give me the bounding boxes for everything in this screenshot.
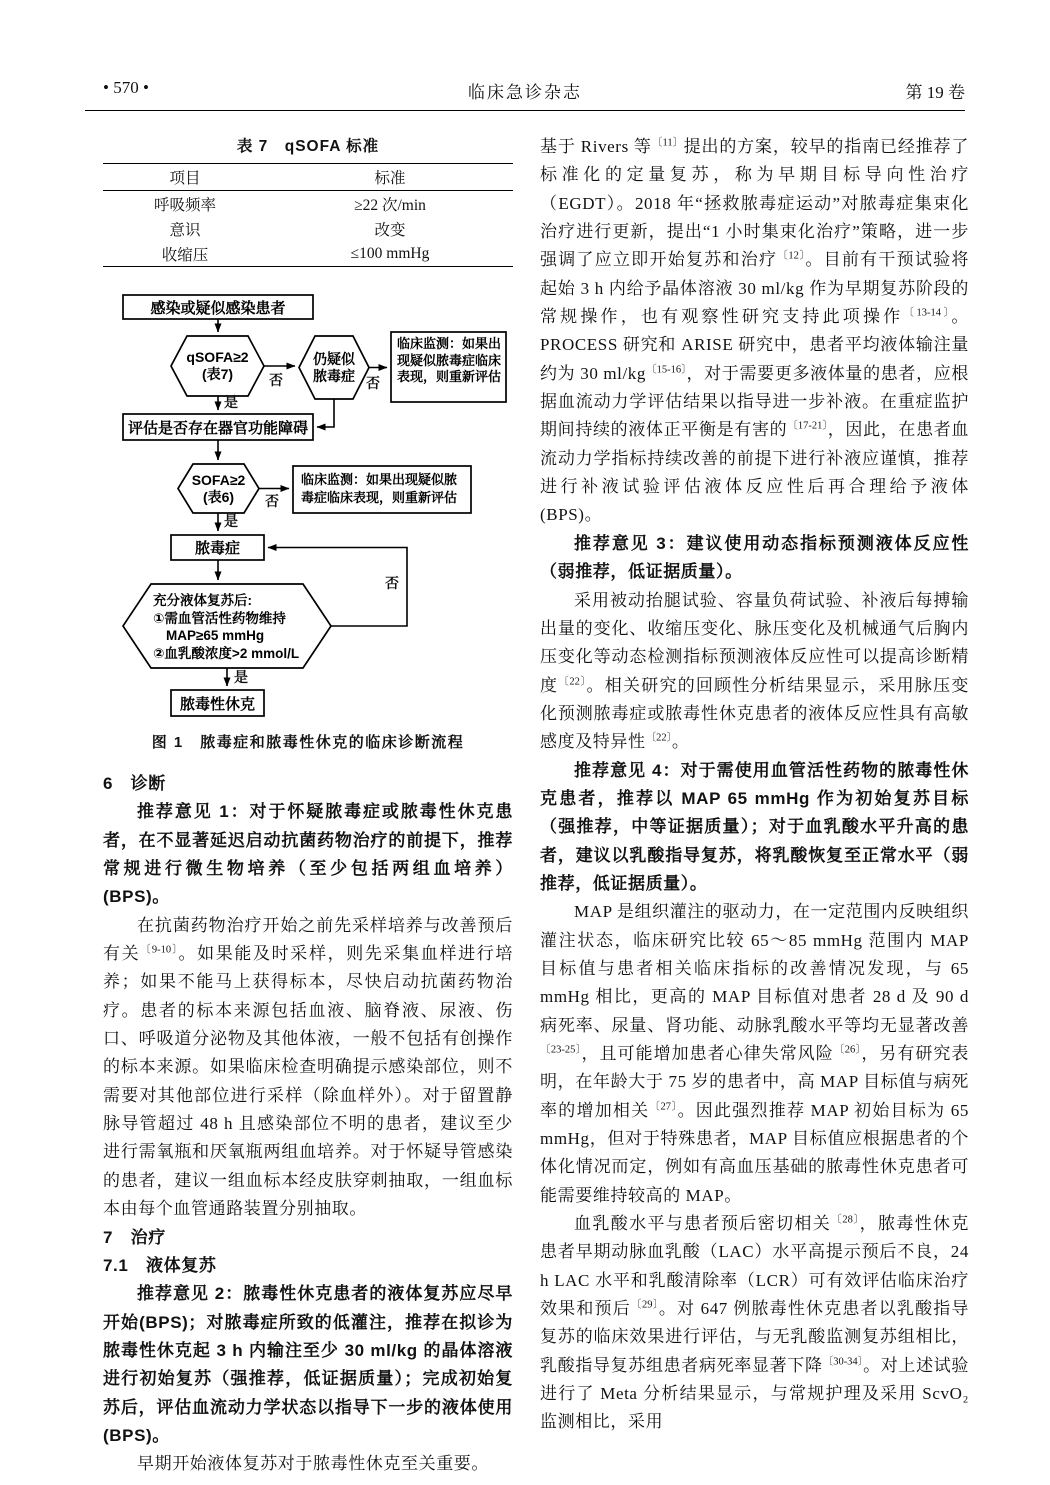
flow-label-yes: 是 xyxy=(224,394,238,410)
page-number: • 570 • xyxy=(103,78,149,97)
paragraph: 血乳酸水平与患者预后密切相关$^{〔28〕}$，脓毒性休克患者早期动脉血乳酸（LAC）水平高提示预后不良，24 h LAC 水平和乳酸清除率（LCR）可有效评估临床治疗效果和预后$^{〔29〕}$。对 647 例脓毒性休克患者以乳酸指导复苏的临床效果进行评估，与无乳酸监测复苏组相比，乳酸指导复苏组患者病死率显著下降$^{〔30-34〕}$。对上述试验进行了 Meta 分析结果显示，与常规护理及采用 ScvO₂ 监测相比，采用 xyxy=(540,1214,970,1432)
table-cell: ≥22 次/min xyxy=(354,196,426,214)
recommendation-4: 推荐意见 4：对于需使用血管活性药物的脓毒性休克患者，推荐以 MAP 65 mmHg 作为初始复苏目标（强推荐，中等证据质量）；对于血乳酸水平升高的患者，建议以乳酸指导复苏，将乳酸恢复至正常水平（弱推荐，低证据质量）。 xyxy=(540,760,969,893)
figure1-flowchart xyxy=(103,290,513,730)
paragraph: 在抗菌药物治疗开始之前先采样培养与改善预后有关$^{〔9-10〕}$。如果能及时采样，则先采集血样进行培养；如果不能马上获得标本，尽快启动抗菌药物治疗。患者的标本来源包括血液、脑脊液、尿液、伤口、呼吸道分泌物及其他体液，一般不包括有创操作的标本来源。如果临床检查明确提示感染部位，则不需要对其他部位进行采样（除血样外）。对于留置静脉导管超过 48 h 且感染部位不明的患者，建议至少进行需氧瓶和厌氧瓶两组血培养。对于怀疑导管感染的患者，建议一组血标本经皮肤穿刺抽取，一组血标本由每个血管通路装置分别抽取。 xyxy=(103,915,513,1219)
flow-node-monitor2: 临床监测：如果出现疑似脓毒症临床表现，则重新评估 xyxy=(301,472,458,505)
table-cell: 呼吸频率 xyxy=(153,196,216,214)
recommendation-3: 推荐意见 3：建议使用动态指标预测液体反应性（弱推荐，低证据质量）。 xyxy=(540,533,969,582)
journal-title: 临床急诊杂志 xyxy=(468,83,582,102)
paragraph: MAP 是组织灌注的驱动力，在一定范围内反映组织灌注状态，临床研究比较 65～85 mmHg 范围内 MAP 目标值与患者相关临床指标的改善情况发现，与 65 mmHg 相比，更高的 MAP 目标值对患者 28 d 及 90 d 病死率、尿量、肾功能、动脉乳酸水平等均无显著改善$^{〔23-25〕}$，且可能增加患者心律失常风险$^{〔26〕}$，另有研究表明，在年龄大于 75 岁的患者中，高 MAP 目标值与病死率的增加相关$^{〔27〕}$。因此强烈推荐 MAP 初始目标为 65 mmHg，但对于特殊患者，MAP 目标值应根据患者的个体化情况而定，例如有高血压基础的脓毒性休克患者可能需要维持较高的 MAP。 xyxy=(540,902,970,1205)
table7-grid xyxy=(103,163,513,267)
paragraph: 早期开始液体复苏对于脓毒性休克至关重要。 xyxy=(137,1454,489,1474)
volume-label: 第 19 卷 xyxy=(905,83,965,102)
flow-label-yes: 是 xyxy=(234,669,248,685)
flow-label-no: 否 xyxy=(265,493,279,509)
flow-node-suspect-line2: 脓毒症 xyxy=(313,367,355,384)
flow-label-no: 否 xyxy=(385,575,399,591)
flow-node-resusc-line3: MAP≥65 mmHg xyxy=(166,628,265,643)
table-cell: 意识 xyxy=(169,221,201,239)
flow-node-resuscitation xyxy=(123,584,331,668)
flow-node-start: 感染或疑似感染患者 xyxy=(150,299,286,317)
table-header-row xyxy=(103,164,513,191)
flow-node-qsofa-line2: (表7) xyxy=(201,366,234,382)
table-cell: ≤100 mmHg xyxy=(350,244,430,262)
table-cell: 改变 xyxy=(374,221,406,239)
flow-node-septic-shock: 脓毒性休克 xyxy=(179,695,255,713)
flow-node-qsofa xyxy=(171,336,264,396)
flow-label-no: 否 xyxy=(269,372,283,388)
table-header-cell: 项目 xyxy=(103,164,267,191)
flow-node-monitor1: 临床监测：如果出现疑似脓毒症临床表现，则重新评估 xyxy=(397,336,502,384)
section-6-heading: 6 诊断 xyxy=(103,774,166,793)
recommendation-1: 推荐意见 1：对于怀疑脓毒症或脓毒性休克患者，在不显著延迟启动抗菌药物治疗的前提下，推荐常规进行微生物培养（至少包括两组血培养）(BPS)。 xyxy=(103,802,513,907)
table7-title: 表 7 qSOFA 标准 xyxy=(236,138,380,155)
flow-node-suspect-line1: 仍疑似 xyxy=(313,350,355,367)
flow-label-yes: 是 xyxy=(224,513,238,529)
paragraph: 采用被动抬腿试验、容量负荷试验、补液后每搏输出量的变化、收缩压变化、脉压变化及机械通气后胸内压变化等动态检测指标预测液体反应性可以提高诊断精度$^{〔22〕}$。相关研究的回顾性分析结果显示，采用脉压变化预测脓毒症或脓毒性休克患者的液体反应性具有高敏感度及特异性$^{〔22〕}$。 xyxy=(540,590,969,752)
paragraph: 基于 Rivers 等$^{〔11〕}$提出的方案，较早的指南已经推荐了标准化的定量复苏，称为早期目标导向性治疗（EGDT）。2018 年“拯救脓毒症运动”对脓毒症集束化治疗进行更新，提出“1 小时集束化治疗”策略，进一步强调了应立即开始复苏和治疗$^{〔12〕}$。目前有干预试验将起始 3 h 内给予晶体溶液 30 ml/kg 作为早期复苏阶段的常规操作，也有观察性研究支持此项操作$^{〔13-14〕}$。PROCESS 研究和 ARISE 研究中，患者平均液体输注量约为 30 ml/kg$^{〔15-16〕}$，对于需要更多液体量的患者，应根据血流动力学评估结果以指导进一步补液。在重症监护期间持续的液体正平衡是有害的$^{〔17-21〕}$，因此，在患者血流动力学指标持续改善的前提下进行补液应谨慎，推荐进行补液试验评估液体反应性后再合理给予液体(BPS)。 xyxy=(540,137,969,525)
table7 xyxy=(103,134,513,267)
header-rule xyxy=(85,110,965,111)
flow-node-sepsis: 脓毒症 xyxy=(194,540,240,557)
right-column xyxy=(540,133,969,1437)
figure1-caption: 图 1 脓毒症和脓毒性休克的临床诊断流程 xyxy=(151,734,465,751)
table-row xyxy=(103,191,513,217)
flow-node-suspect xyxy=(299,336,369,399)
table-cell: 收缩压 xyxy=(161,246,209,264)
section-7-1-heading: 7.1 液体复苏 xyxy=(103,1255,217,1275)
table-header-cell: 标准 xyxy=(267,164,513,191)
flow-node-resusc-line2: ①需血管活性药物维持 xyxy=(153,610,286,626)
flow-node-sofa-line1: SOFA≥2 xyxy=(191,471,246,488)
table-row xyxy=(103,216,513,241)
flow-label-no: 否 xyxy=(366,375,380,391)
flow-node-sofa xyxy=(178,464,259,513)
section-7-heading: 7 治疗 xyxy=(103,1227,166,1247)
flow-node-resusc-line1: 充分液体复苏后: xyxy=(153,593,252,608)
flow-node-sofa-line2: (表6) xyxy=(202,488,235,505)
recommendation-2: 推荐意见 2：脓毒性休克患者的液体复苏应尽早开始(BPS)；对脓毒症所致的低灌注，推荐在拟诊为脓毒性休克起 3 h 内输注至少 30 ml/kg 的晶体溶液进行初始复苏（强推荐，低证据质量）；完成初始复苏后，评估血流动力学状态以指导下一步的液体使用(BPS)。 xyxy=(103,1284,513,1445)
flow-node-qsofa-line1: qSOFA≥2 xyxy=(186,349,249,365)
left-column xyxy=(103,770,513,1479)
flow-node-assess: 评估是否存在器官功能障碍 xyxy=(127,419,308,437)
flow-node-resusc-line4: ②血乳酸浓度>2 mmol/L xyxy=(153,645,300,661)
table-row xyxy=(103,241,513,267)
